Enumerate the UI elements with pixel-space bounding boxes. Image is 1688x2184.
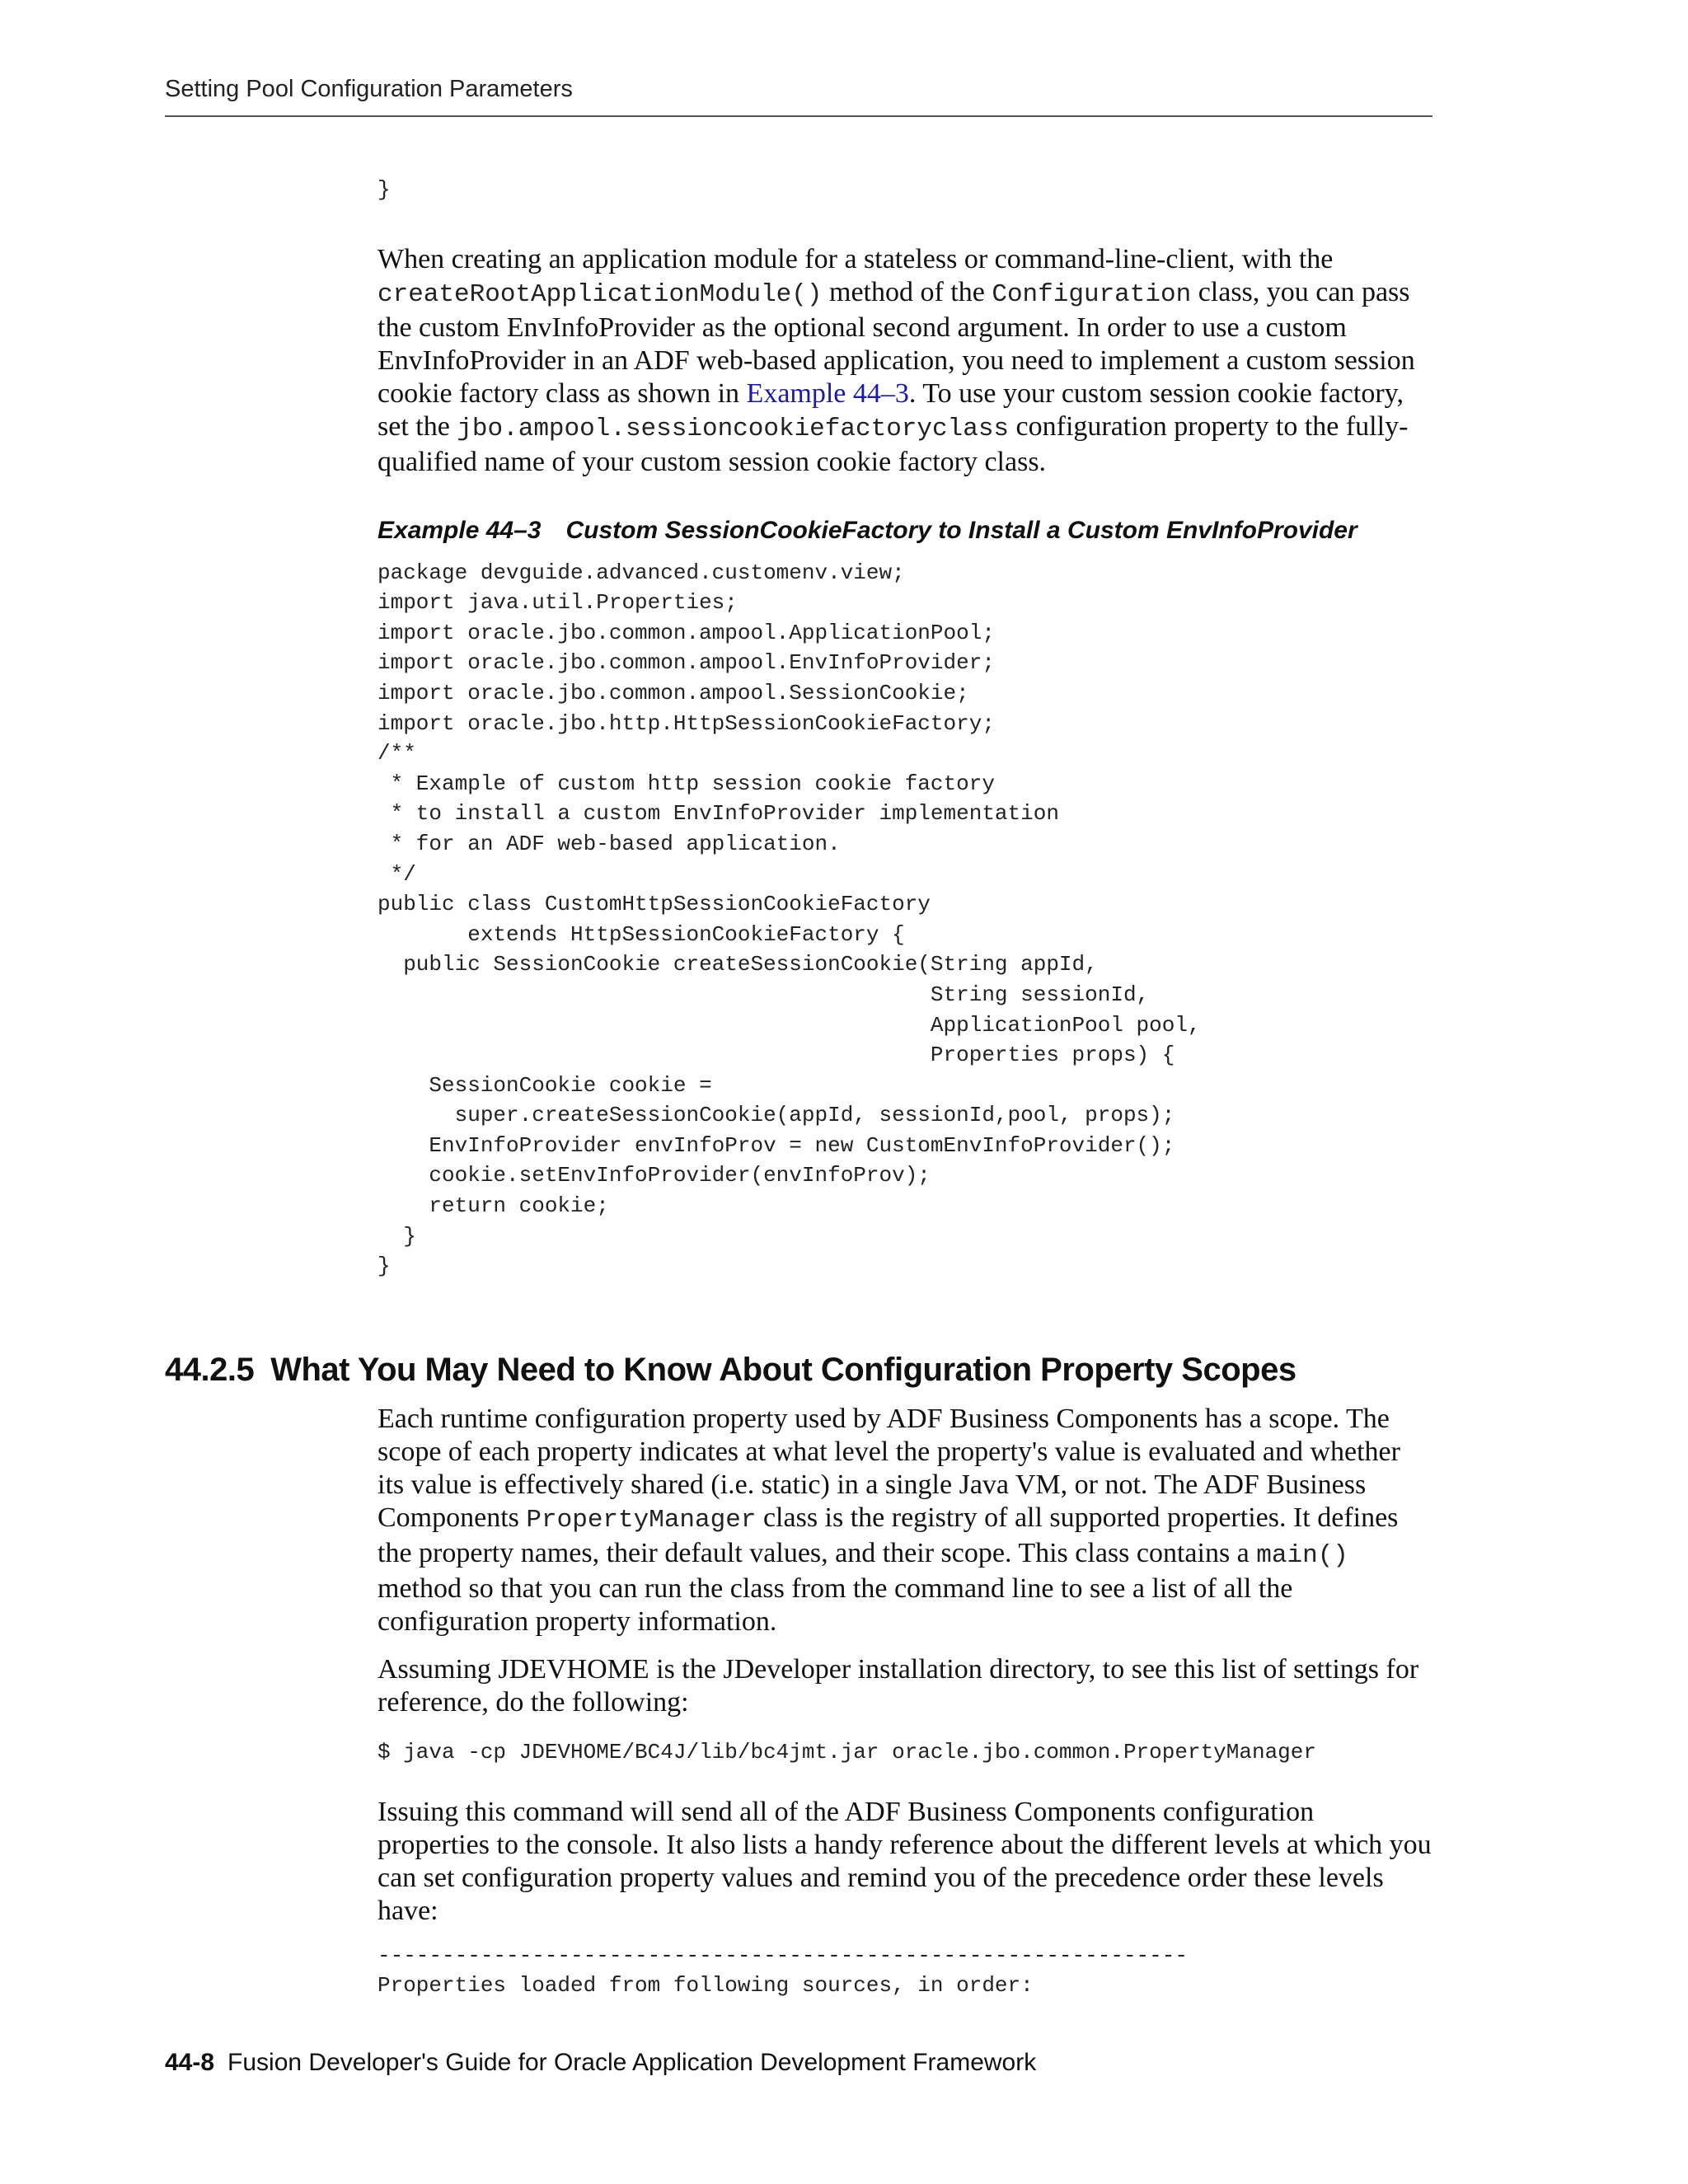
running-header: Setting Pool Configuration Parameters [165,76,573,102]
header-rule [165,115,1432,117]
para1-code-2: Configuration [992,279,1192,309]
example-caption: Custom SessionCookieFactory to Install a Custom EnvInfoProvider [565,516,1357,544]
page-footer [165,2049,1036,2077]
example-label: Example 44–3 [377,516,542,544]
para2-text-3: method so that you can run the class from the command line to see a list of all the configuration property information. [377,1573,1293,1637]
paragraph-issuing-command: Issuing this command will send all of the ADF Business Components configuration properties to the console. It also lists a handy reference about the different levels at which you can set configuration property values and remind you of the precedence order these levels have: [377,1796,1432,1926]
output-code-block: --------------------------------------------------------------- Properties loaded from following sources, in order: [377,1943,1188,1999]
paragraph-jdevhome: Assuming JDEVHOME is the JDeveloper installation directory, to see this list of settings for reference, do the following: [377,1654,1419,1718]
paragraph-property-scopes [377,1403,1432,1638]
section-heading [165,1352,1296,1389]
para2-code-1: PropertyManager [526,1506,757,1535]
example-title [377,517,1432,545]
command-line-code: $ java -cp JDEVHOME/BC4J/lib/bc4jmt.jar oracle.jbo.common.PropertyManager [377,1740,1316,1765]
section-content [377,1403,1432,2001]
para1-code-3: jbo.ampool.sessioncookiefactoryclass [457,414,1010,443]
example-44-3-link[interactable]: Example 44–3 [746,377,909,409]
para1-text-1: When creating an application module for a stateless or command-line-client, with the [377,243,1334,274]
section-number: 44.2.5 [165,1352,255,1388]
para2-code-2: main() [1256,1541,1348,1570]
para2-text-2: class is the registry of all supported properties. It defines the property names, their default values, and their scope. This class contains a [377,1502,1399,1568]
closing-brace-code: } [377,177,391,202]
book-title: Fusion Developer's Guide for Oracle Application Development Framework [227,2049,1037,2076]
paragraph-env-info-provider [377,243,1432,479]
para1-text-2: method of the [822,276,992,307]
page-content [377,175,1432,1282]
para1-text-3: class, you can pass the custom EnvInfoProvider as the optional second argument. In order to use a custom EnvInfoProvider in an ADF web-based application, you need to implement a custom session cookie factory class as shown in [377,276,1415,409]
example-code-block: package devguide.advanced.customenv.view; import java.util.Properties; import oracle.jbo.common.ampool.ApplicationPool; import oracle.jbo.common.ampool.EnvInfoProvider; import oracle.jbo.common.ampool.SessionCookie; import oracle.jbo.http.HttpSessionCookieFactory; /** * Example of custom http session cookie factory * to install a custom EnvInfoProvider implementation * for an ADF web-based application. */ public class CustomHttpSessionCookieFactory extends HttpSessionCookieFactory { public SessionCookie createSessionCookie(String appId, String sessionId, ApplicationPool pool, Properties props) { SessionCookie cookie = super.createSessionCookie(appId, sessionId,pool, props); EnvInfoProvider envInfoProv = new CustomEnvInfoProvider(); cookie.setEnvInfoProvider(envInfoProv); return cookie; } } [377,560,1201,1279]
section-title: What You May Need to Know About Configuration Property Scopes [270,1352,1296,1388]
para1-code-1: createRootApplicationModule() [377,279,823,309]
para2-text-1: Each runtime configuration property used by ADF Business Components has a scope. The scope of each property indicates at what level the property's value is evaluated and whether its value is effectively shared (i.e. static) in a single Java VM, or not. The ADF Business Components [377,1404,1400,1533]
para1-text-5: configuration property to the fully-qualified name of your custom session cookie factory class. [377,410,1409,477]
para1-text-4: . To use your custom session cookie factory, set the [377,377,1404,442]
page-number: 44-8 [165,2049,215,2076]
